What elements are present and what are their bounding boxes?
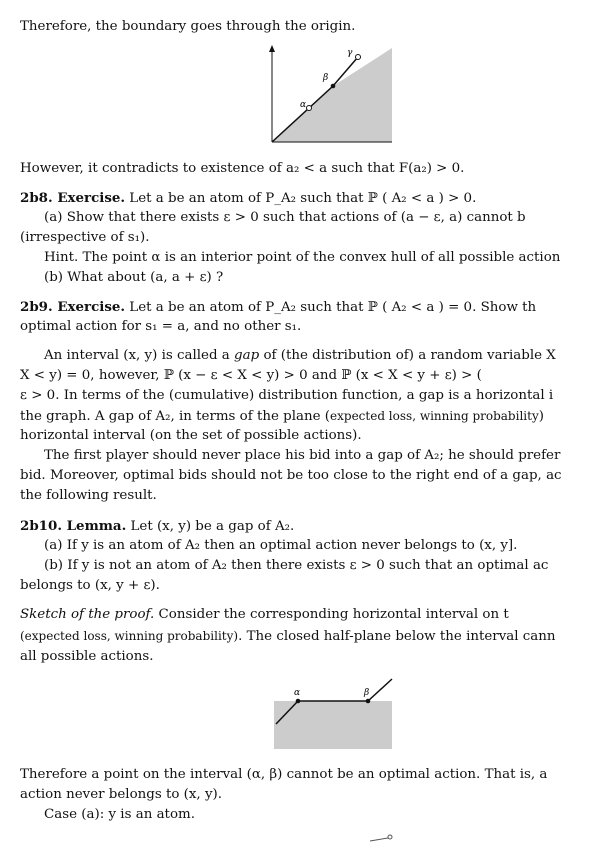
text-line-10-a: An interval (x, y) is called a [44, 348, 235, 363]
exercise-2b9 [20, 298, 536, 317]
text-line-23-text: . The closed half-plane below the interval cann [238, 629, 556, 644]
text-line-9: optimal action for s₁ = a, and no other s₁. [20, 319, 302, 334]
figure-gap-interval [272, 678, 396, 752]
text-line-13 [20, 407, 544, 426]
proof-sketch [20, 606, 509, 624]
text-line-11: X < y) = 0, however, ℙ (x − ε < X < y) > 0 and ℙ (x < X < y + ε) > ( [20, 368, 482, 383]
point-alpha [307, 106, 312, 111]
exercise-2b8 [20, 189, 476, 208]
fragment-point [388, 835, 392, 839]
shaded-region [272, 48, 392, 142]
text-line-27: Case (a): y is an atom. [44, 807, 195, 822]
fragment-line [370, 838, 388, 841]
text-line-17: the following result. [20, 488, 157, 503]
text-line-14: horizontal interval (on the set of possible actions). [20, 428, 362, 443]
text-line-5: (irrespective of s₁). [20, 230, 150, 245]
next-figure-fragment [368, 832, 398, 842]
text-line-7: (b) What about (a, a + ε) ? [44, 270, 224, 285]
point-gamma [356, 55, 361, 60]
text-line-24: all possible actions. [20, 649, 154, 664]
proof-sketch-text: Consider the corresponding horizontal interval on t [154, 607, 509, 622]
text-line-13-a: the graph. A gap of A₂, in terms of the plane ( [20, 409, 331, 424]
text-line-1: Therefore, the boundary goes through the origin. [20, 19, 356, 34]
text-line-12: ε > 0. In terms of the (cumulative) distribution function, a gap is a horizontal i [20, 388, 554, 403]
exercise-2b8-heading: 2b8. Exercise. [20, 190, 126, 206]
point-beta [366, 699, 371, 704]
point-alpha [296, 699, 301, 704]
label-beta: β [323, 73, 329, 83]
text-line-19: (a) If y is an atom of A₂ then an optimal action never belongs to (x, y]. [44, 538, 518, 553]
text-line-10-b: of (the distribution of) a random variable X [259, 348, 556, 363]
text-line-16: bid. Moreover, optimal bids should not be too close to the right end of a gap, ac [20, 468, 562, 483]
lemma-2b10-text: Let (x, y) be a gap of A₂. [126, 519, 295, 534]
text-line-4: (a) Show that there exists ε > 0 such that actions of (a − ε, a) cannot b [44, 210, 526, 225]
exercise-2b9-heading: 2b9. Exercise. [20, 299, 126, 315]
text-line-21: belongs to (x, y + ε). [20, 578, 160, 593]
text-line-13-b: ) [538, 409, 544, 424]
text-line-20: (b) If y is not an atom of A₂ then there exists ε > 0 such that an optimal ac [44, 558, 549, 573]
text-line-23 [20, 627, 556, 646]
label-beta: β [364, 688, 370, 698]
exercise-2b9-text: Let a be an atom of P_A₂ such that ℙ ( A₂ < a ) = 0. Show th [125, 300, 537, 315]
label-alpha: α [294, 688, 301, 698]
figure-boundary-origin [262, 44, 402, 146]
text-line-13-small: expected loss, winning probability [330, 409, 539, 423]
label-alpha: α [300, 100, 307, 110]
term-gap: gap [234, 348, 260, 363]
text-line-10 [44, 347, 556, 365]
text-line-2: However, it contradicts to existence of a₂ < a such that F(a₂) > 0. [20, 161, 465, 176]
point-beta [331, 84, 336, 89]
axis-arrow [269, 45, 275, 52]
text-line-25: Therefore a point on the interval (α, β) cannot be an optimal action. That is, a [20, 767, 548, 782]
exercise-2b8-text: Let a be an atom of P_A₂ such that ℙ ( A₂ < a ) > 0. [125, 191, 477, 206]
text-line-15: The first player should never place his bid into a gap of A₂; he should prefer [44, 448, 561, 463]
lemma-2b10 [20, 517, 294, 536]
label-gamma: γ [347, 48, 353, 58]
text-line-26: action never belongs to (x, y). [20, 787, 222, 802]
proof-sketch-heading: Sketch of the proof. [20, 607, 155, 622]
text-line-23-small: (expected loss, winning probability) [20, 629, 239, 643]
text-line-6: Hint. The point α is an interior point of the convex hull of all possible action [44, 250, 561, 265]
lemma-2b10-heading: 2b10. Lemma. [20, 518, 127, 534]
